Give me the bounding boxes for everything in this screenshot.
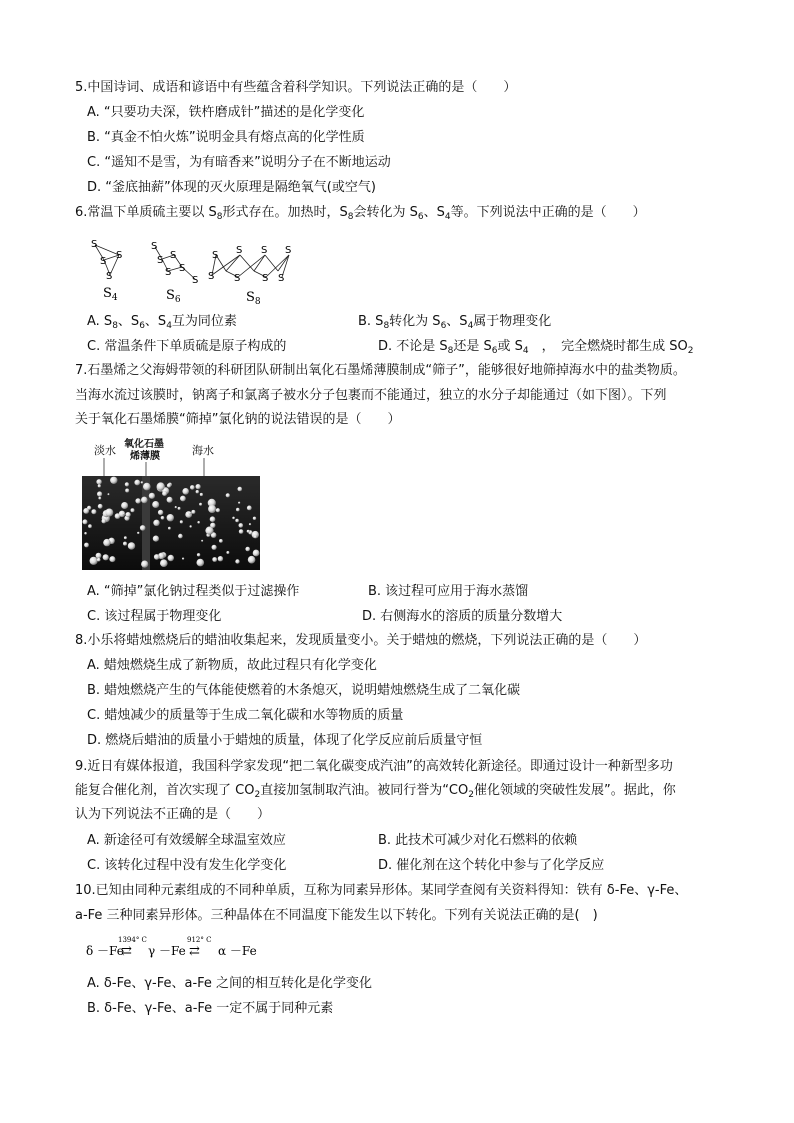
molecule-sphere <box>178 507 181 510</box>
q8-stem: 8.小乐将蜡烛燃烧后的蜡油收集起来，发现质量变小。关于蜡烛的燃烧，下列说法正确的是（ ） <box>75 633 647 648</box>
label-seawater: 海水 <box>192 444 214 457</box>
molecule-sphere <box>178 534 183 539</box>
molecule-sphere <box>108 493 110 495</box>
molecule-sphere <box>121 502 128 509</box>
sulfur-atom: S <box>157 255 164 266</box>
sulfur-atom: S <box>261 245 268 256</box>
molecule-sphere <box>152 501 159 508</box>
molecule-sphere <box>98 484 101 487</box>
label-fresh-water: 淡水 <box>94 444 116 457</box>
molecule-sphere <box>236 508 240 512</box>
molecule-sphere <box>219 539 223 543</box>
molecule-sphere <box>247 530 250 533</box>
molecule-sphere <box>210 516 216 522</box>
q6-option-a: A. $S_8$、$S_6$、$S_4$互为同位素 <box>87 314 237 331</box>
molecule-sphere <box>196 490 199 493</box>
q7-stem-line-1: 7.石墨烯之父海姆带领的科研团队研制出氧化石墨烯薄膜制成“筛子”，能够很好地筛掉海水中的盐类物质。 <box>75 363 686 378</box>
molecule-sphere <box>158 510 163 515</box>
molecule-sphere <box>191 510 195 514</box>
molecule-sphere <box>96 553 102 559</box>
q7-option-a: A. “筛掉”氯化钠过程类似于过滤操作 <box>87 584 300 599</box>
q7-option-c: C. 该过程属于物理变化 <box>87 609 222 624</box>
molecule-sphere <box>149 493 155 499</box>
molecule-sphere <box>157 482 165 490</box>
molecule-sphere <box>88 524 92 528</box>
molecule-sphere <box>197 521 200 524</box>
molecule-sphere <box>105 509 113 517</box>
molecule-sphere <box>167 483 171 487</box>
molecule-sphere <box>98 504 103 509</box>
molecule-sphere <box>124 536 127 539</box>
molecule-sphere <box>125 489 129 493</box>
q7-stem-line-2: 当海水流过该膜时，钠离子和氯离子被水分子包裹而不能通过，独立的水分子却能通过（如下图）。下列 <box>75 388 667 403</box>
q9-option-a: A. 新途径可有效缓解全球温室效应 <box>87 833 286 848</box>
q9-stem-line-1: 9.近日有媒体报道，我国科学家发现“把二氧化碳变成汽油”的高效转化新途径。即通过设计一种新型多功 <box>75 759 673 774</box>
sulfur-atom: S <box>285 245 292 256</box>
molecule-sphere <box>131 508 135 512</box>
s8-molecule <box>208 245 291 284</box>
q9-stem-line-3: 认为下列说法不正确的是（ ） <box>75 807 271 822</box>
molecule-sphere <box>161 516 165 520</box>
q7-stem-line-3: 关于氧化石墨烯膜“筛掉”氯化钠的说法错误的是（ ） <box>75 412 401 427</box>
molecule-sphere <box>140 525 146 531</box>
molecule-sphere <box>143 483 151 491</box>
molecule-sphere <box>232 517 235 520</box>
molecule-sphere <box>245 547 250 552</box>
molecule-sphere <box>190 485 195 490</box>
molecule-sphere <box>98 497 101 500</box>
sulfur-atom: S <box>116 250 123 261</box>
q8-option-a: A. 蜡烛燃烧生成了新物质，故此过程只有化学变化 <box>87 658 377 673</box>
q6-stem: 6.常温下单质硫主要以 $S_8$形式存在。加热时，$S_8$会转化为 $S_6$、$S_4$等。下列说法中正确的是（ ） <box>75 205 646 222</box>
s8-label: $S_8$ <box>246 290 261 305</box>
molecule-sphere <box>141 481 143 483</box>
molecule-sphere <box>180 520 183 523</box>
molecule-sphere <box>128 542 135 549</box>
molecule-sphere <box>208 505 216 513</box>
molecule-sphere <box>248 556 256 564</box>
molecule-sphere <box>200 493 203 496</box>
q5-stem: 5.中国诗词、成语和谚语中有些蕴含着科学知识。下列说法正确的是（ ） <box>75 80 517 95</box>
sulfur-atom: S <box>100 256 107 267</box>
q5-option-c: C. “遥知不是雪，为有暗香来”说明分子在不断地运动 <box>87 155 391 170</box>
s6-label: $S_6$ <box>166 288 181 305</box>
molecule-sphere <box>122 512 124 514</box>
graphene-membrane-figure <box>82 436 262 572</box>
molecule-sphere <box>238 502 240 504</box>
molecule-sphere <box>96 479 101 484</box>
molecule-sphere <box>167 514 174 521</box>
molecule-sphere <box>238 487 243 492</box>
molecule-sphere <box>83 508 89 514</box>
sulfur-atom: S <box>170 250 177 261</box>
molecule-sphere <box>135 498 140 503</box>
molecule-sphere <box>126 512 131 517</box>
q7-option-d: D. 右侧海水的溶质的质量分数增大 <box>362 609 563 624</box>
q10-option-a: A. δ-Fe、γ-Fe、a-Fe 之间的相互转化是化学变化 <box>87 976 373 991</box>
molecule-sphere <box>141 561 148 568</box>
q5-option-d: D. “釜底抽薪”体现的灭火原理是隔绝氧气(或空气) <box>87 180 376 195</box>
q6-option-d: D. 不论是 $S_8$还是 $S_6$或 $S_4$ ， 完全燃烧时都生成 $SO_2$ <box>378 339 694 356</box>
molecule-sphere <box>247 506 252 511</box>
q5-option-a: A. “只要功夫深，铁杵磨成针”描述的是化学变化 <box>87 105 365 120</box>
temperature-1394: 1394° C <box>118 936 147 944</box>
molecule-sphere <box>249 523 251 525</box>
sulfur-atom: S <box>179 263 186 274</box>
molecule-sphere <box>216 508 220 512</box>
q9-stem-line-2: 能复合催化剂，首次实现了 $CO_2$直接加氢制取汽油。被同行誉为“$CO_2$催化领域的突破性发展”。据此，你 <box>75 783 676 800</box>
s4-molecule <box>91 239 122 282</box>
sulfur-atom: S <box>106 271 113 282</box>
q9-option-d: D. 催化剂在这个转化中参与了化学反应 <box>378 858 605 873</box>
molecule-sphere <box>97 491 102 496</box>
q5-option-b: B. “真金不怕火炼”说明金具有熔点高的化学性质 <box>87 130 365 145</box>
q6-option-c: C. 常温条件下单质硫是原子构成的 <box>87 339 287 354</box>
delta-fe-label: δ －Fe <box>86 944 124 958</box>
s4-label: $S_4$ <box>103 286 118 303</box>
molecule-sphere <box>212 557 217 562</box>
molecule-sphere <box>103 539 110 546</box>
q10-stem-line-2: a-Fe 三种同素异形体。三种晶体在不同温度下能发生以下转化。下列有关说法正确的是( ) <box>75 908 598 923</box>
molecule-sphere <box>210 523 215 528</box>
molecule-sphere <box>84 532 87 535</box>
q6-option-b: B. $S_8$转化为 $S_6$、$S_4$属于物理变化 <box>358 314 552 331</box>
q9-option-c: C. 该转化过程中没有发生化学变化 <box>87 858 287 873</box>
iron-allotrope-equation <box>82 934 282 964</box>
q7-option-b: B. 该过程可应用于海水蒸馏 <box>368 584 529 599</box>
molecule-sphere <box>185 511 192 518</box>
molecule-sphere <box>253 550 260 557</box>
molecule-sphere <box>153 520 159 526</box>
molecule-sphere <box>168 555 174 561</box>
molecule-sphere <box>239 529 244 534</box>
q10-option-b: B. δ-Fe、γ-Fe、a-Fe 一定不属于同种元素 <box>87 1001 334 1016</box>
molecule-sphere <box>189 512 192 515</box>
molecule-sphere <box>182 488 189 495</box>
molecule-sphere <box>84 543 89 548</box>
alpha-fe-label: α －Fe <box>218 944 257 958</box>
molecule-sphere <box>125 482 129 486</box>
q8-option-c: C. 蜡烛减少的质量等于生成二氧化碳和水等物质的质量 <box>87 708 404 723</box>
temperature-912: 912° C <box>187 936 212 944</box>
molecule-sphere <box>97 558 101 562</box>
molecule-sphere <box>141 497 148 504</box>
molecule-sphere <box>160 559 168 567</box>
sulfur-atom: S <box>91 239 98 250</box>
molecule-sphere <box>235 559 239 563</box>
molecule-sphere <box>253 517 256 520</box>
molecule-sphere <box>134 480 140 486</box>
sulfur-atom: S <box>262 273 269 284</box>
molecule-sphere <box>239 523 244 528</box>
molecule-sphere <box>196 484 201 489</box>
molecule-sphere <box>83 519 88 524</box>
label-membrane-line-2: 烯薄膜 <box>130 451 160 462</box>
molecule-sphere <box>90 557 98 565</box>
sulfur-atom: S <box>234 273 241 284</box>
sulfur-atom: S <box>165 267 172 278</box>
molecule-sphere <box>91 509 96 514</box>
molecule-sphere <box>235 519 239 523</box>
molecule-sphere <box>226 551 229 554</box>
sulfur-atom: S <box>151 241 158 252</box>
molecule-sphere <box>199 503 202 506</box>
sulfur-allotropes-figure <box>82 233 312 305</box>
molecule-sphere <box>110 477 117 484</box>
molecule-sphere <box>180 496 186 502</box>
s6-molecule <box>151 241 198 286</box>
molecule-sphere <box>254 535 257 538</box>
molecule-sphere <box>109 556 115 562</box>
molecule-sphere <box>226 493 230 497</box>
gamma-fe-label: γ －Fe <box>148 944 186 958</box>
molecule-sphere <box>175 506 177 508</box>
molecule-sphere <box>137 532 139 534</box>
molecule-sphere <box>102 519 107 524</box>
molecule-sphere <box>190 525 192 527</box>
molecule-sphere <box>162 491 167 496</box>
sulfur-atom: S <box>192 275 199 286</box>
molecule-sphere <box>201 540 203 542</box>
equilibrium-arrow-1: ⇄ <box>121 944 132 959</box>
q9-option-b: B. 此技术可减少对化石燃料的依赖 <box>378 833 578 848</box>
molecule-sphere <box>182 558 184 560</box>
molecule-sphere <box>167 497 173 503</box>
molecule-sphere <box>123 542 127 546</box>
sulfur-atom: S <box>278 273 285 284</box>
molecule-sphere <box>153 536 159 542</box>
sulfur-atom: S <box>208 271 215 282</box>
q10-stem-line-1: 10.已知由同种元素组成的不同种单质，互称为同素异形体。某同学查阅有关资料得知：铁有 δ-Fe、γ-Fe、 <box>75 883 688 898</box>
equilibrium-arrow-2: ⇄ <box>189 944 200 959</box>
label-membrane-line-1: 氧化石墨 <box>124 439 164 450</box>
molecule-sphere <box>197 559 205 567</box>
molecule-sphere <box>103 554 109 560</box>
q8-option-b: B. 蜡烛燃烧产生的气体能使燃着的木条熄灭，说明蜡烛燃烧生成了二氧化碳 <box>87 683 521 698</box>
molecule-sphere <box>212 545 217 550</box>
molecule-sphere <box>154 554 160 560</box>
molecule-sphere <box>218 556 223 561</box>
molecule-sphere <box>197 553 200 556</box>
sulfur-atom: S <box>212 250 219 261</box>
sulfur-atom: S <box>236 245 243 256</box>
molecule-sphere <box>168 527 171 530</box>
q8-option-d: D. 燃烧后蜡油的质量小于蜡烛的质量，体现了化学反应前后质量守恒 <box>87 733 483 748</box>
